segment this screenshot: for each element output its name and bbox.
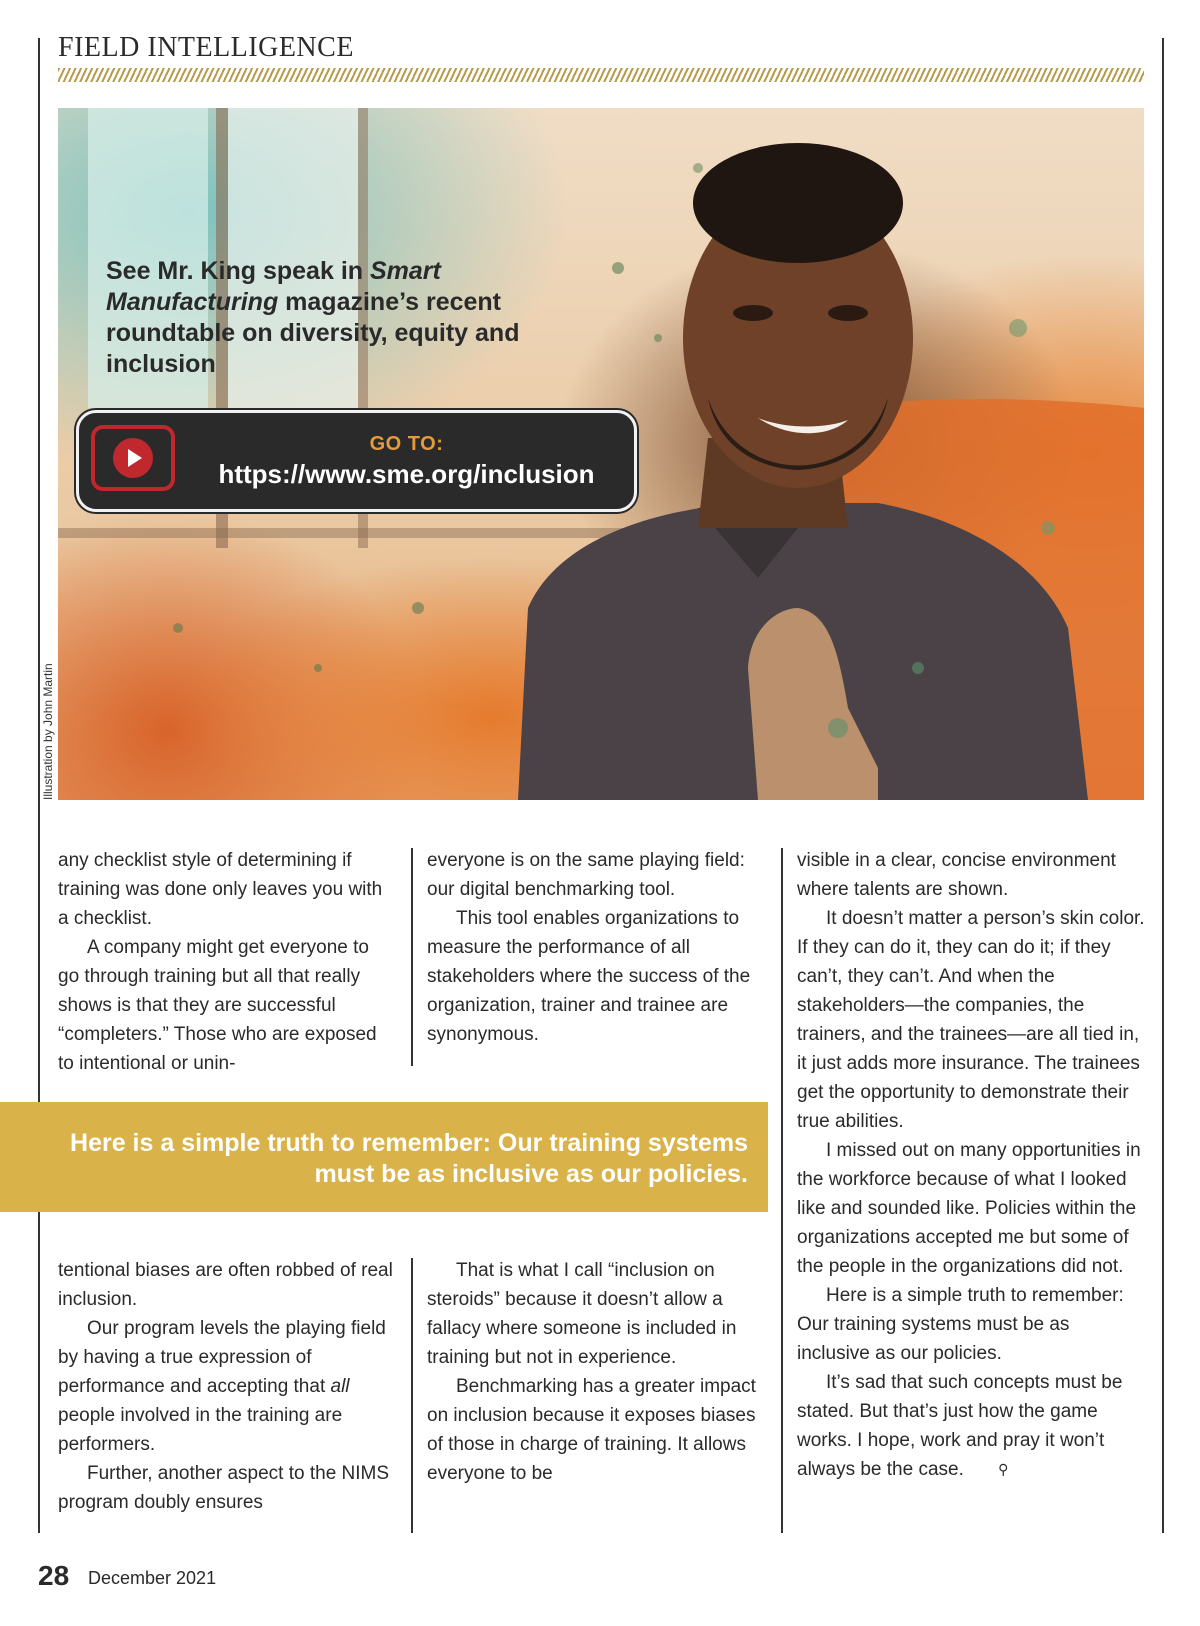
column-1-bottom xyxy=(58,1256,396,1517)
paragraph: any checklist style of determining if training was done only leaves you with a checklist. xyxy=(58,850,383,929)
emphasis-all: all xyxy=(330,1376,350,1397)
paragraph: A company might get everyone to go through training but all that really shows is that they are successful “completers.” Those who are exposed to intentional or unin- xyxy=(58,937,377,1074)
caption-text-2: magazine’s recent roundtable on diversity, equity and inclusion xyxy=(106,288,520,378)
hero-illustration xyxy=(58,108,1144,800)
issue-date: December 2021 xyxy=(88,1568,217,1588)
paragraph xyxy=(58,1314,396,1459)
column-3 xyxy=(797,846,1145,1484)
paragraph-text: Our program levels the playing field by having a true expression of performance and accepting that xyxy=(58,1318,386,1397)
paragraph: I missed out on many opportunities in the workforce because of what I looked like and sounded like. Policies within the organizations accepted me but some of the people in the organizations did not. xyxy=(797,1140,1141,1277)
illustration-credit: Illustration by John Martin xyxy=(41,663,55,800)
paragraph: It doesn’t matter a person’s skin color. If they can do it, they can do it; if they can’t, they can’t. And when the stakeholders—the companies, the trainers, and the trainees—are all tied in, it just adds more insurance. The trainees get the opportunity to demonstrate their true abilities. xyxy=(797,908,1145,1132)
column-2-top xyxy=(427,846,771,1049)
hero-caption xyxy=(106,256,566,380)
paragraph-text: It’s sad that such concepts must be stated. But that’s just how the game works. I hope, work and pray it won’t always be the case. xyxy=(797,1372,1123,1480)
goto-label: GO TO: xyxy=(369,433,444,455)
right-margin-rule xyxy=(1162,38,1164,1533)
pull-quote-band xyxy=(0,1102,768,1212)
paragraph: That is what I call “inclusion on steroids” because it doesn’t allow a fallacy where someone is included in training but not in experience. xyxy=(427,1260,737,1368)
paragraph: Here is a simple truth to remember: Our training systems must be as inclusive as our policies. xyxy=(797,1285,1124,1364)
left-margin-rule xyxy=(38,38,40,1533)
play-icon xyxy=(113,438,153,478)
paragraph xyxy=(797,1368,1145,1484)
column-1-top xyxy=(58,846,390,1078)
video-url-link[interactable]: https://www.sme.org/inclusion xyxy=(218,459,595,489)
play-button[interactable] xyxy=(91,425,175,491)
paragraph: visible in a clear, concise environment where talents are shown. xyxy=(797,850,1116,900)
page-number: 28 xyxy=(38,1560,70,1591)
paragraph: This tool enables organizations to measure the performance of all stakeholders where the success of the organization, trainer and trainee are synonymous. xyxy=(427,908,751,1045)
paragraph: everyone is on the same playing field: our digital benchmarking tool. xyxy=(427,850,745,900)
column-rule-bottom-left xyxy=(411,1258,413,1533)
section-title: FIELD INTELLIGENCE xyxy=(58,32,354,63)
paragraph: Further, another aspect to the NIMS program doubly ensures xyxy=(58,1463,390,1513)
column-rule-top-left xyxy=(411,848,413,1066)
video-link-box[interactable] xyxy=(76,410,637,512)
pull-quote-text: Here is a simple truth to remember: Our training systems must be as inclusive as our policies. xyxy=(70,1129,748,1188)
column-rule-right xyxy=(781,848,783,1533)
paragraph-text: people involved in the training are performers. xyxy=(58,1405,343,1455)
caption-magazine-name: Smart Manufacturing xyxy=(106,257,441,316)
paragraph: tentional biases are often robbed of real inclusion. xyxy=(58,1260,393,1310)
paragraph: Benchmarking has a greater impact on inclusion because it exposes biases of those in charge of training. It allows everyone to be xyxy=(427,1376,756,1484)
header-hatch-rule xyxy=(58,68,1144,82)
end-mark-icon: ⚲ xyxy=(998,1461,1009,1478)
column-2-bottom xyxy=(427,1256,771,1488)
caption-text-1: See Mr. King speak in xyxy=(106,257,370,285)
